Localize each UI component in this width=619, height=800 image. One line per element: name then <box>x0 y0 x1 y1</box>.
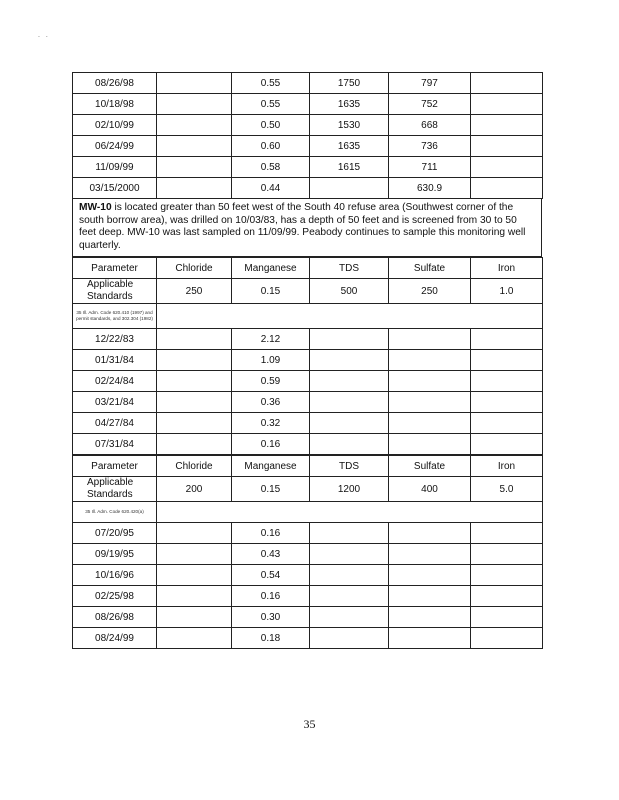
manganese-value: 0.18 <box>232 628 310 649</box>
table-row <box>73 157 543 178</box>
sample-date: 08/26/98 <box>73 73 157 94</box>
value-cell <box>157 157 232 178</box>
mw10-results-table-1 <box>72 257 543 455</box>
standard-iron: 1.0 <box>471 279 543 304</box>
well-id: MW-10 <box>79 202 112 213</box>
iron-cell <box>471 607 543 628</box>
value-cell <box>471 157 543 178</box>
manganese-value: 1.09 <box>232 350 310 371</box>
sample-date: 03/21/84 <box>73 392 157 413</box>
manganese-value: 2.12 <box>232 329 310 350</box>
table-header-row <box>73 258 543 279</box>
sulfate-cell <box>389 523 471 544</box>
tds-cell <box>310 371 389 392</box>
header-tds: TDS <box>310 258 389 279</box>
table-row <box>73 94 543 115</box>
value-cell: 0.55 <box>232 94 310 115</box>
tds-cell <box>310 329 389 350</box>
value-cell: 797 <box>389 73 471 94</box>
standard-tds: 1200 <box>310 477 389 502</box>
sample-date: 01/31/84 <box>73 350 157 371</box>
sulfate-cell <box>389 544 471 565</box>
value-cell: 0.50 <box>232 115 310 136</box>
table-row <box>73 544 543 565</box>
value-cell: 0.58 <box>232 157 310 178</box>
value-cell: 1635 <box>310 136 389 157</box>
header-iron: Iron <box>471 456 543 477</box>
value-cell: 0.44 <box>232 178 310 199</box>
standards-row <box>73 279 543 304</box>
standard-sulfate: 400 <box>389 477 471 502</box>
value-cell <box>157 115 232 136</box>
tds-cell <box>310 413 389 434</box>
chloride-cell <box>157 544 232 565</box>
table-row <box>73 329 543 350</box>
sample-date: 04/27/84 <box>73 413 157 434</box>
iron-cell <box>471 392 543 413</box>
header-iron: Iron <box>471 258 543 279</box>
sulfate-cell <box>389 371 471 392</box>
standards-label: Applicable Standards <box>73 279 157 304</box>
value-cell <box>157 94 232 115</box>
sample-date: 10/16/96 <box>73 565 157 586</box>
table-row <box>73 523 543 544</box>
value-cell <box>310 178 389 199</box>
value-cell <box>471 94 543 115</box>
iron-cell <box>471 544 543 565</box>
standard-manganese: 0.15 <box>232 279 310 304</box>
value-cell: 0.60 <box>232 136 310 157</box>
header-manganese: Manganese <box>232 456 310 477</box>
table-row <box>73 392 543 413</box>
top-data-table <box>72 72 543 199</box>
iron-cell <box>471 523 543 544</box>
sulfate-cell <box>389 565 471 586</box>
value-cell <box>157 178 232 199</box>
value-cell: 1615 <box>310 157 389 178</box>
sample-date: 11/09/99 <box>73 157 157 178</box>
sulfate-cell <box>389 350 471 371</box>
sulfate-cell <box>389 607 471 628</box>
manganese-value: 0.16 <box>232 434 310 455</box>
standard-manganese: 0.15 <box>232 477 310 502</box>
manganese-value: 0.43 <box>232 544 310 565</box>
value-cell: 736 <box>389 136 471 157</box>
sample-date: 03/15/2000 <box>73 178 157 199</box>
standard-chloride: 200 <box>157 477 232 502</box>
sulfate-cell <box>389 434 471 455</box>
table-row <box>73 73 543 94</box>
citation-row <box>73 304 543 329</box>
document-page <box>72 72 542 649</box>
chloride-cell <box>157 434 232 455</box>
chloride-cell <box>157 523 232 544</box>
mw10-results-table-2 <box>72 455 543 649</box>
iron-cell <box>471 565 543 586</box>
value-cell <box>471 136 543 157</box>
standards-row <box>73 477 543 502</box>
value-cell <box>157 73 232 94</box>
sulfate-cell <box>389 628 471 649</box>
table-row <box>73 178 543 199</box>
tds-cell <box>310 350 389 371</box>
value-cell: 752 <box>389 94 471 115</box>
tds-cell <box>310 544 389 565</box>
tds-cell <box>310 523 389 544</box>
sample-date: 08/26/98 <box>73 607 157 628</box>
table-row <box>73 565 543 586</box>
table-row <box>73 350 543 371</box>
well-description <box>72 199 542 257</box>
manganese-value: 0.32 <box>232 413 310 434</box>
iron-cell <box>471 329 543 350</box>
value-cell: 630.9 <box>389 178 471 199</box>
sample-date: 06/24/99 <box>73 136 157 157</box>
manganese-value: 0.59 <box>232 371 310 392</box>
standards-citation: 35 Ill. Adm. Code 620.420(a) <box>73 502 157 523</box>
iron-cell <box>471 434 543 455</box>
value-cell <box>471 178 543 199</box>
sulfate-cell <box>389 392 471 413</box>
header-sulfate: Sulfate <box>389 456 471 477</box>
chloride-cell <box>157 607 232 628</box>
table-row <box>73 371 543 392</box>
value-cell: 668 <box>389 115 471 136</box>
header-chloride: Chloride <box>157 456 232 477</box>
iron-cell <box>471 371 543 392</box>
standard-sulfate: 250 <box>389 279 471 304</box>
value-cell: 1530 <box>310 115 389 136</box>
manganese-value: 0.16 <box>232 586 310 607</box>
sample-date: 02/25/98 <box>73 586 157 607</box>
sulfate-cell <box>389 329 471 350</box>
manganese-value: 0.54 <box>232 565 310 586</box>
value-cell <box>471 73 543 94</box>
sample-date: 02/24/84 <box>73 371 157 392</box>
sample-date: 10/18/98 <box>73 94 157 115</box>
header-tds: TDS <box>310 456 389 477</box>
chloride-cell <box>157 392 232 413</box>
manganese-value: 0.36 <box>232 392 310 413</box>
tds-cell <box>310 565 389 586</box>
header-chloride: Chloride <box>157 258 232 279</box>
chloride-cell <box>157 371 232 392</box>
sulfate-cell <box>389 586 471 607</box>
iron-cell <box>471 350 543 371</box>
table-row <box>73 628 543 649</box>
iron-cell <box>471 586 543 607</box>
corner-mark: . . <box>38 32 50 39</box>
tds-cell <box>310 586 389 607</box>
table-row <box>73 115 543 136</box>
chloride-cell <box>157 329 232 350</box>
header-manganese: Manganese <box>232 258 310 279</box>
manganese-value: 0.30 <box>232 607 310 628</box>
chloride-cell <box>157 565 232 586</box>
sample-date: 09/19/95 <box>73 544 157 565</box>
tds-cell <box>310 392 389 413</box>
chloride-cell <box>157 350 232 371</box>
standards-label: Applicable Standards <box>73 477 157 502</box>
manganese-value: 0.16 <box>232 523 310 544</box>
chloride-cell <box>157 586 232 607</box>
value-cell: 1750 <box>310 73 389 94</box>
page-number: 35 <box>303 717 316 731</box>
iron-cell <box>471 628 543 649</box>
header-parameter: Parameter <box>73 456 157 477</box>
table-row <box>73 586 543 607</box>
sample-date: 08/24/99 <box>73 628 157 649</box>
table-row <box>73 136 543 157</box>
value-cell <box>157 136 232 157</box>
chloride-cell <box>157 628 232 649</box>
value-cell: 0.55 <box>232 73 310 94</box>
standard-chloride: 250 <box>157 279 232 304</box>
value-cell: 711 <box>389 157 471 178</box>
standard-tds: 500 <box>310 279 389 304</box>
table-row <box>73 607 543 628</box>
sample-date: 12/22/83 <box>73 329 157 350</box>
table-row <box>73 434 543 455</box>
tds-cell <box>310 607 389 628</box>
well-description-text: is located greater than 50 feet west of the South 40 refuse area (Southwest corner of the south borrow area), was drilled on 10/03/83, has a depth of 50 feet and is screened from 30 to 50 feet deep. MW-10 was last sampled on 11/09/99. Peabody continues to sample this monitoring well quarterly. <box>79 202 526 251</box>
header-parameter: Parameter <box>73 258 157 279</box>
tds-cell <box>310 434 389 455</box>
standards-citation: 35 Ill. Adm. Code 620.410 (1997) and permit standards, and 302.304 (1982) <box>73 304 157 329</box>
citation-row <box>73 502 543 523</box>
tds-cell <box>310 628 389 649</box>
sample-date: 02/10/99 <box>73 115 157 136</box>
sample-date: 07/20/95 <box>73 523 157 544</box>
chloride-cell <box>157 413 232 434</box>
sample-date: 07/31/84 <box>73 434 157 455</box>
iron-cell <box>471 413 543 434</box>
value-cell: 1635 <box>310 94 389 115</box>
header-sulfate: Sulfate <box>389 258 471 279</box>
standard-iron: 5.0 <box>471 477 543 502</box>
table-header-row <box>73 456 543 477</box>
sulfate-cell <box>389 413 471 434</box>
value-cell <box>471 115 543 136</box>
table-row <box>73 413 543 434</box>
